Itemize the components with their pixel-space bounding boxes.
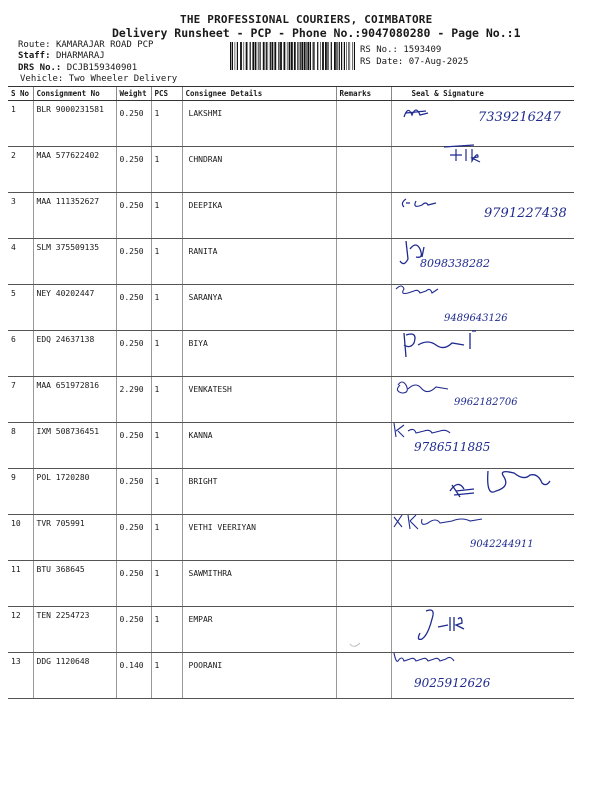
barcode-bar bbox=[255, 42, 256, 70]
cell-signature bbox=[391, 607, 574, 653]
cell-consignee: VETHI VEERIYAN bbox=[182, 515, 336, 561]
signature-handwritten-number: 9025912626 bbox=[413, 676, 490, 690]
cell-pcs: 1 bbox=[151, 469, 182, 515]
signature-ink bbox=[392, 237, 600, 285]
drs-label: DRS No.: bbox=[18, 63, 62, 73]
barcode-bar bbox=[339, 42, 340, 70]
barcode-bar bbox=[266, 42, 267, 70]
route-label: Route: bbox=[18, 40, 51, 50]
stray-mark bbox=[348, 640, 362, 650]
signature-handwritten-number: 9042244911 bbox=[469, 539, 534, 550]
route-value: KAMARAJAR ROAD PCP bbox=[55, 40, 154, 50]
barcode-bar bbox=[307, 42, 309, 70]
signature-ink bbox=[392, 651, 600, 699]
cell-signature bbox=[391, 101, 574, 147]
cell-pcs: 1 bbox=[151, 423, 182, 469]
cell-sno: 3 bbox=[8, 193, 33, 239]
rs-date-line bbox=[360, 57, 468, 67]
table-row bbox=[8, 239, 574, 285]
signature-ink bbox=[392, 191, 600, 239]
barcode-bar bbox=[246, 42, 248, 70]
signature-ink bbox=[392, 559, 600, 607]
cell-signature bbox=[391, 653, 574, 699]
signature-handwritten-number: 9791227438 bbox=[483, 206, 567, 221]
vehicle-line bbox=[20, 74, 177, 84]
barcode-bar bbox=[235, 42, 236, 70]
barcode-bar bbox=[334, 42, 336, 70]
cell-remarks bbox=[336, 285, 391, 331]
barcode-bar bbox=[341, 42, 342, 70]
table-row bbox=[8, 285, 574, 331]
drs-line bbox=[18, 63, 137, 73]
cell-signature bbox=[391, 377, 574, 423]
cell-consignment-no: POL 1720280 bbox=[33, 469, 116, 515]
cell-consignment-no: TEN 2254723 bbox=[33, 607, 116, 653]
cell-pcs: 1 bbox=[151, 101, 182, 147]
vehicle-label: Vehicle: bbox=[20, 74, 64, 84]
signature-handwritten-number: 7339216247 bbox=[477, 110, 561, 125]
cell-consignment-no: MAA 651972816 bbox=[33, 377, 116, 423]
cell-signature bbox=[391, 147, 574, 193]
cell-sno: 11 bbox=[8, 561, 33, 607]
table-row bbox=[8, 193, 574, 239]
cell-pcs: 1 bbox=[151, 285, 182, 331]
cell-sno: 12 bbox=[8, 607, 33, 653]
cell-signature bbox=[391, 561, 574, 607]
barcode-bar bbox=[313, 42, 314, 70]
barcode-bar bbox=[346, 42, 347, 70]
cell-sno: 9 bbox=[8, 469, 33, 515]
cell-pcs: 1 bbox=[151, 239, 182, 285]
cell-remarks bbox=[336, 423, 391, 469]
cell-weight: 0.250 bbox=[116, 239, 151, 285]
staff-label: Staff: bbox=[18, 51, 51, 61]
barcode-bar bbox=[274, 42, 276, 70]
cell-pcs: 1 bbox=[151, 561, 182, 607]
cell-consignee: DEEPIKA bbox=[182, 193, 336, 239]
barcode-bar bbox=[278, 42, 279, 70]
barcode-bar bbox=[350, 42, 351, 70]
cell-pcs: 1 bbox=[151, 607, 182, 653]
cell-weight: 2.290 bbox=[116, 377, 151, 423]
table-row bbox=[8, 377, 574, 423]
cell-weight: 0.250 bbox=[116, 101, 151, 147]
cell-pcs: 1 bbox=[151, 515, 182, 561]
barcode-bar bbox=[320, 42, 321, 70]
barcode-bar bbox=[304, 42, 306, 70]
signature-ink bbox=[392, 375, 600, 423]
rs-number-line bbox=[360, 45, 441, 55]
cell-signature bbox=[391, 331, 574, 377]
barcode-bar bbox=[301, 42, 303, 70]
signature-ink bbox=[392, 467, 600, 515]
cell-weight: 0.250 bbox=[116, 331, 151, 377]
table-row bbox=[8, 331, 574, 377]
col-remarks: Remarks bbox=[336, 87, 391, 101]
cell-weight: 0.250 bbox=[116, 469, 151, 515]
table-row bbox=[8, 147, 574, 193]
cell-sno: 1 bbox=[8, 101, 33, 147]
barcode-bar bbox=[272, 42, 274, 70]
cell-signature bbox=[391, 285, 574, 331]
barcode-bar bbox=[268, 42, 269, 70]
cell-remarks bbox=[336, 101, 391, 147]
col-weight: Weight bbox=[116, 87, 151, 101]
runsheet-title: Delivery Runsheet - PCP - Phone No.:9047080280 - Page No.:1 bbox=[112, 26, 521, 40]
barcode-bar bbox=[325, 42, 327, 70]
cell-consignment-no: TVR 705991 bbox=[33, 515, 116, 561]
col-sno: S No bbox=[8, 87, 33, 101]
barcode-bar bbox=[331, 42, 332, 70]
cell-weight: 0.250 bbox=[116, 515, 151, 561]
cell-signature bbox=[391, 423, 574, 469]
cell-remarks bbox=[336, 653, 391, 699]
cell-consignee: POORANI bbox=[182, 653, 336, 699]
barcode-bar bbox=[284, 42, 286, 70]
cell-weight: 0.250 bbox=[116, 423, 151, 469]
cell-weight: 0.250 bbox=[116, 285, 151, 331]
barcode-bar bbox=[352, 42, 353, 70]
cell-consignment-no: SLM 375509135 bbox=[33, 239, 116, 285]
barcode-bar bbox=[336, 42, 337, 70]
company-name: THE PROFESSIONAL COURIERS, COIMBATORE bbox=[180, 13, 433, 26]
cell-consignment-no: EDQ 24637138 bbox=[33, 331, 116, 377]
col-consignee: Consignee Details bbox=[182, 87, 336, 101]
cell-pcs: 1 bbox=[151, 147, 182, 193]
cell-sno: 7 bbox=[8, 377, 33, 423]
barcode-bar bbox=[317, 42, 318, 70]
signature-ink bbox=[392, 99, 600, 147]
cell-consignment-no: MAA 577622402 bbox=[33, 147, 116, 193]
cell-pcs: 1 bbox=[151, 331, 182, 377]
cell-weight: 0.250 bbox=[116, 607, 151, 653]
cell-consignee: EMPAR bbox=[182, 607, 336, 653]
table-row bbox=[8, 469, 574, 515]
cell-remarks bbox=[336, 377, 391, 423]
cell-weight: 0.250 bbox=[116, 193, 151, 239]
barcode-image bbox=[230, 42, 355, 70]
barcode-bar bbox=[263, 42, 265, 70]
staff-value: DHARMARAJ bbox=[55, 51, 105, 61]
signature-ink bbox=[392, 513, 600, 561]
runsheet-table bbox=[8, 86, 574, 699]
barcode-bar bbox=[314, 42, 315, 70]
barcode-bar bbox=[250, 42, 251, 70]
route-line bbox=[18, 40, 153, 50]
cell-consignment-no: BTU 368645 bbox=[33, 561, 116, 607]
cell-signature bbox=[391, 469, 574, 515]
table-row bbox=[8, 653, 574, 699]
cell-remarks bbox=[336, 239, 391, 285]
barcode-bar bbox=[348, 42, 349, 70]
barcode-bar bbox=[306, 42, 307, 70]
barcode-bar bbox=[244, 42, 245, 70]
rs-number-value: 1593409 bbox=[403, 45, 442, 55]
rs-number-label: RS No.: bbox=[360, 45, 398, 55]
signature-handwritten-number: 9786511885 bbox=[413, 440, 490, 454]
cell-consignee: SARANYA bbox=[182, 285, 336, 331]
cell-signature bbox=[391, 193, 574, 239]
barcode-bar bbox=[258, 42, 259, 70]
cell-weight: 0.140 bbox=[116, 653, 151, 699]
barcode-bar bbox=[297, 42, 298, 70]
cell-sno: 2 bbox=[8, 147, 33, 193]
cell-pcs: 1 bbox=[151, 193, 182, 239]
col-pcs: PCS bbox=[151, 87, 182, 101]
cell-consignment-no: MAA 111352627 bbox=[33, 193, 116, 239]
barcode-bar bbox=[230, 42, 231, 70]
cell-sno: 4 bbox=[8, 239, 33, 285]
table-row bbox=[8, 561, 574, 607]
cell-consignment-no: NEY 40202447 bbox=[33, 285, 116, 331]
cell-sno: 10 bbox=[8, 515, 33, 561]
barcode-bar bbox=[327, 42, 328, 70]
cell-consignee: RANITA bbox=[182, 239, 336, 285]
barcode-bar bbox=[237, 42, 238, 70]
cell-consignment-no: DDG 1120648 bbox=[33, 653, 116, 699]
cell-weight: 0.250 bbox=[116, 147, 151, 193]
cell-sno: 8 bbox=[8, 423, 33, 469]
cell-remarks bbox=[336, 147, 391, 193]
cell-consignee: LAKSHMI bbox=[182, 101, 336, 147]
staff-line bbox=[18, 51, 105, 61]
cell-sno: 6 bbox=[8, 331, 33, 377]
cell-consignment-no: BLR 9000231581 bbox=[33, 101, 116, 147]
signature-ink bbox=[392, 421, 600, 469]
barcode-bar bbox=[310, 42, 311, 70]
cell-consignee: BIYA bbox=[182, 331, 336, 377]
barcode-bar bbox=[287, 42, 288, 70]
cell-remarks bbox=[336, 469, 391, 515]
cell-remarks bbox=[336, 193, 391, 239]
cell-pcs: 1 bbox=[151, 377, 182, 423]
barcode-bar bbox=[354, 42, 355, 70]
table-row bbox=[8, 515, 574, 561]
signature-ink bbox=[392, 329, 600, 377]
table-row bbox=[8, 101, 574, 147]
signature-ink bbox=[392, 605, 600, 653]
barcode-bar bbox=[291, 42, 293, 70]
barcode-bar bbox=[280, 42, 282, 70]
cell-consignee: KANNA bbox=[182, 423, 336, 469]
cell-consignee: BRIGHT bbox=[182, 469, 336, 515]
vehicle-value: Two Wheeler Delivery bbox=[68, 74, 178, 84]
cell-signature bbox=[391, 239, 574, 285]
barcode-bar bbox=[252, 42, 254, 70]
cell-consignee: SAWMITHRA bbox=[182, 561, 336, 607]
cell-remarks bbox=[336, 561, 391, 607]
rs-date-label: RS Date: bbox=[360, 57, 404, 67]
barcode-bar bbox=[232, 42, 233, 70]
barcode-bar bbox=[289, 42, 291, 70]
cell-pcs: 1 bbox=[151, 653, 182, 699]
cell-sno: 5 bbox=[8, 285, 33, 331]
table-row bbox=[8, 423, 574, 469]
signature-handwritten-number: 9489643126 bbox=[443, 313, 508, 324]
cell-remarks bbox=[336, 515, 391, 561]
cell-consignee: VENKATESH bbox=[182, 377, 336, 423]
barcode-bar bbox=[240, 42, 242, 70]
signature-handwritten-number: 9962182706 bbox=[453, 397, 518, 408]
table-row bbox=[8, 607, 574, 653]
cell-signature bbox=[391, 515, 574, 561]
barcode-bar bbox=[270, 42, 271, 70]
cell-remarks bbox=[336, 607, 391, 653]
cell-weight: 0.250 bbox=[116, 561, 151, 607]
barcode-bar bbox=[294, 42, 296, 70]
cell-consignment-no: IXM 508736451 bbox=[33, 423, 116, 469]
signature-ink bbox=[392, 145, 600, 193]
barcode-bar bbox=[300, 42, 301, 70]
barcode-bar bbox=[344, 42, 345, 70]
col-signature: Seal & Signature bbox=[391, 87, 574, 101]
cell-consignee: CHNDRAN bbox=[182, 147, 336, 193]
barcode-bar bbox=[260, 42, 261, 70]
drs-value: DCJB159340901 bbox=[66, 63, 138, 73]
signature-handwritten-number: 8098338282 bbox=[419, 257, 490, 270]
signature-ink bbox=[392, 283, 600, 331]
col-consignment: Consignment No bbox=[33, 87, 116, 101]
barcode-bar bbox=[257, 42, 258, 70]
barcode-bar bbox=[322, 42, 324, 70]
rs-date-value: 07-Aug-2025 bbox=[408, 57, 469, 67]
cell-sno: 13 bbox=[8, 653, 33, 699]
cell-remarks bbox=[336, 331, 391, 377]
